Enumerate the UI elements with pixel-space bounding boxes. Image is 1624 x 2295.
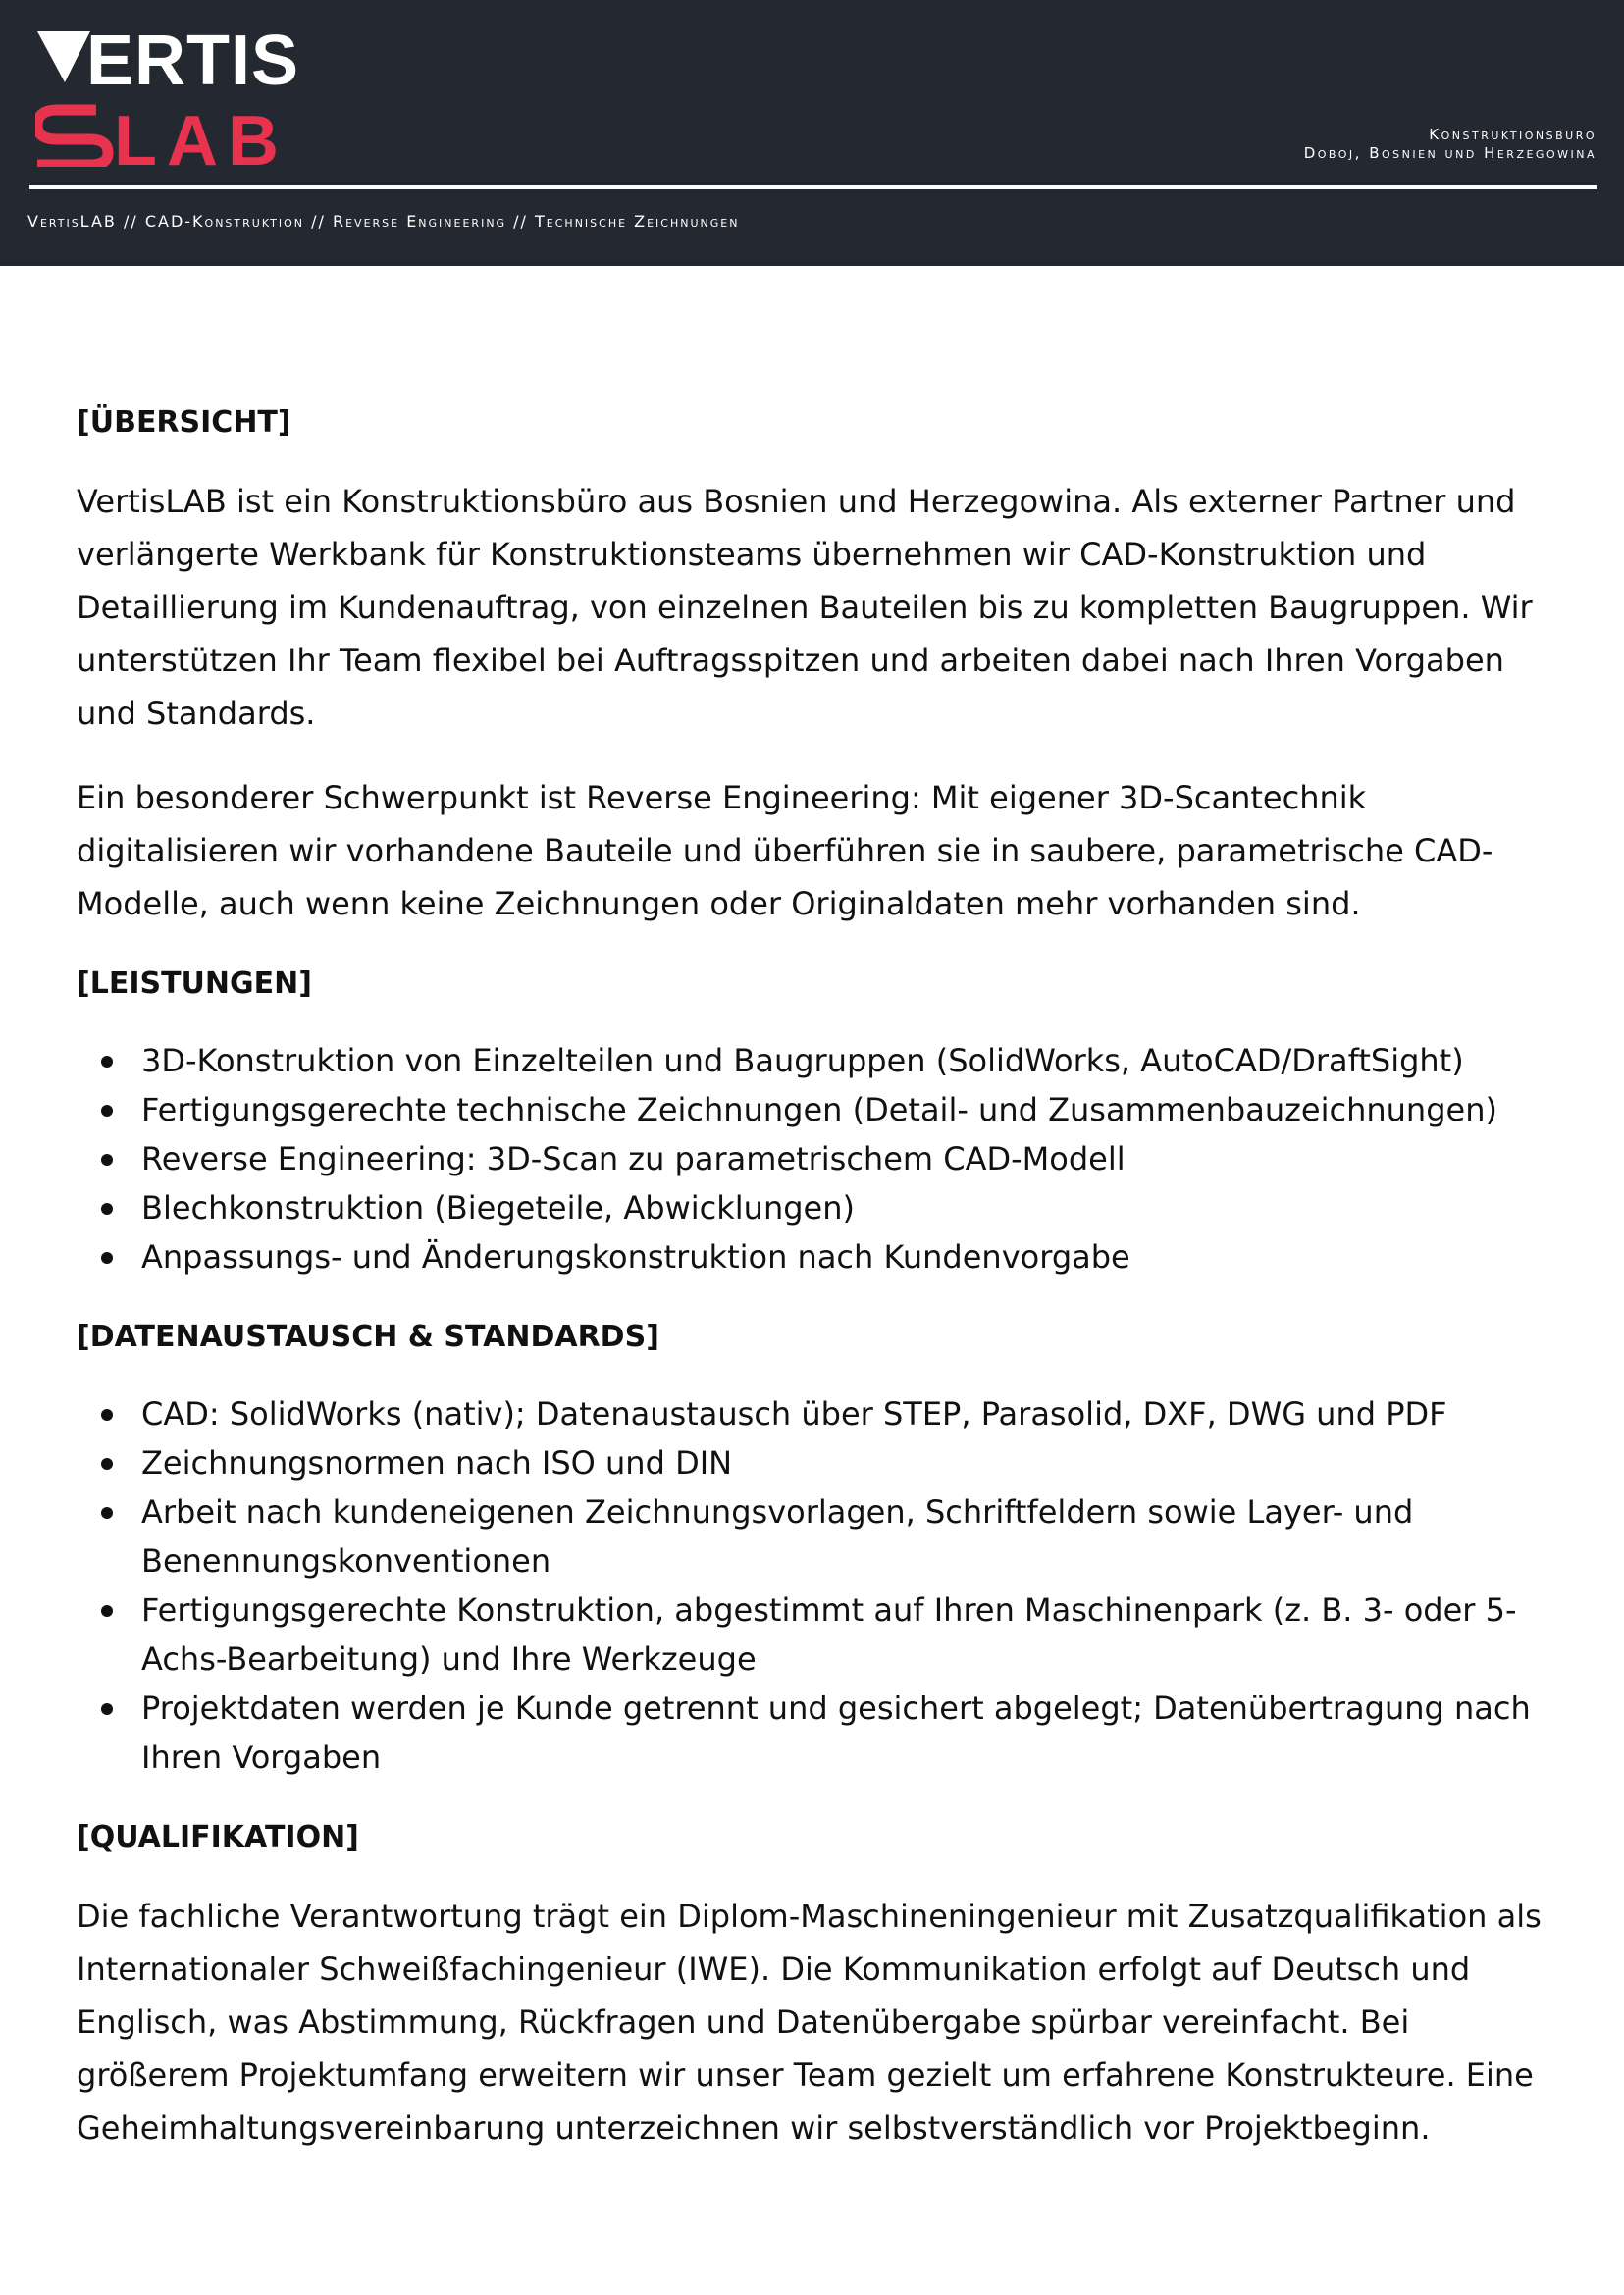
list-item xyxy=(77,1134,1548,1183)
list-item xyxy=(77,1487,1548,1586)
list-item-text: Reverse Engineering: 3D-Scan zu parametrischem CAD-Modell xyxy=(141,1140,1126,1177)
main-content xyxy=(77,400,1548,2186)
list-item xyxy=(77,1586,1548,1684)
list-item-text: Blechkonstruktion (Biegeteile, Abwicklungen) xyxy=(141,1189,855,1226)
list-item-text: Projektdaten werden je Kunde getrennt und gesichert abgelegt; Datenübertragung nach Ihren Vorgaben xyxy=(141,1690,1531,1776)
list-item-text: CAD: SolidWorks (nativ); Datenaustausch über STEP, Parasolid, DXF, DWG und PDF xyxy=(141,1395,1447,1433)
vertislab-logo xyxy=(35,27,351,167)
bullet-icon xyxy=(101,1703,113,1715)
section-heading-qualification: [QUALIFIKATION] xyxy=(77,1820,359,1854)
logo-bottom-text: LAB xyxy=(114,102,288,167)
office-info xyxy=(1304,126,1597,163)
bullet-icon xyxy=(101,1105,113,1117)
list-item xyxy=(77,1438,1548,1487)
bullet-icon xyxy=(101,1203,113,1215)
office-type: Konstruktionsbüro xyxy=(1429,126,1597,143)
bullet-icon xyxy=(101,1252,113,1264)
bullet-icon xyxy=(101,1154,113,1166)
bullet-icon xyxy=(101,1056,113,1068)
header-tagline: VertisLAB // CAD-Konstruktion // Reverse Engineering // Technische Zeichnungen xyxy=(27,212,740,231)
list-item xyxy=(77,1232,1548,1281)
list-item-text: Anpassungs- und Änderungskonstruktion nach Kundenvorgabe xyxy=(141,1238,1130,1276)
list-item xyxy=(77,1183,1548,1232)
office-location: Doboj, Bosnien und Herzegowina xyxy=(1303,144,1597,162)
header-divider xyxy=(29,185,1597,189)
section-heading-standards: [DATENAUSTAUSCH & STANDARDS] xyxy=(77,1320,659,1354)
logo-top-text: ERTIS xyxy=(86,27,300,100)
qualification-paragraph: Die fachliche Verantwortung trägt ein Diplom-Maschineningenieur mit Zusatzqualifikation als Internationaler Schweißfachingenieur (IWE). Die Kommunikation erfolgt auf Deutsch und Englisch, was Abstimmung, Rückfragen und Datenübergabe spürbar vereinfacht. Bei größerem Projektumfang erweitern wir unser Team gezielt um erfahrene Konstrukteure. Eine Geheimhaltungsvereinbarung unterzeichnen wir selbstverständlich vor Projektbeginn. xyxy=(77,1898,1542,2147)
list-item xyxy=(77,1684,1548,1782)
bullet-icon xyxy=(101,1458,113,1470)
standards-list xyxy=(77,1389,1548,1782)
list-item xyxy=(77,1085,1548,1134)
overview-paragraph-1: VertisLAB ist ein Konstruktionsbüro aus Bosnien und Herzegowina. Als externer Partner und verlängerte Werkbank für Konstruktionsteams übernehmen wir CAD-Konstruktion und Detaillierung im Kundenauftrag, von einzelnen Bauteilen bis zu kompletten Baugruppen. Wir unterstützen Ihr Team flexibel bei Auftragsspitzen und arbeiten dabei nach Ihren Vorgaben und Standards. xyxy=(77,483,1533,732)
list-item-text: Arbeit nach kundeneigenen Zeichnungsvorlagen, Schriftfeldern sowie Layer- und Benennungskonventionen xyxy=(141,1493,1414,1580)
section-heading-overview: [ÜBERSICHT] xyxy=(77,405,291,440)
section-heading-services: [LEISTUNGEN] xyxy=(77,966,312,1001)
page-header xyxy=(0,0,1624,266)
list-item-text: Zeichnungsnormen nach ISO und DIN xyxy=(141,1444,733,1482)
list-item-text: 3D-Konstruktion von Einzelteilen und Baugruppen (SolidWorks, AutoCAD/DraftSight) xyxy=(141,1042,1464,1079)
bullet-icon xyxy=(101,1605,113,1617)
bullet-icon xyxy=(101,1507,113,1519)
list-item xyxy=(77,1389,1548,1438)
list-item-text: Fertigungsgerechte technische Zeichnungen (Detail- und Zusammenbauzeichnungen) xyxy=(141,1091,1497,1128)
overview-paragraph-2: Ein besonderer Schwerpunkt ist Reverse Engineering: Mit eigener 3D-Scantechnik digitalisieren wir vorhandene Bauteile und überführen sie in saubere, parametrische CAD-Modelle, auch wenn keine Zeichnungen oder Originaldaten mehr vorhanden sind. xyxy=(77,779,1493,922)
services-list xyxy=(77,1036,1548,1281)
list-item xyxy=(77,1036,1548,1085)
bullet-icon xyxy=(101,1409,113,1421)
list-item-text: Fertigungsgerechte Konstruktion, abgestimmt auf Ihren Maschinenpark (z. B. 3- oder 5-Achs-Bearbeitung) und Ihre Werkzeuge xyxy=(141,1591,1517,1678)
